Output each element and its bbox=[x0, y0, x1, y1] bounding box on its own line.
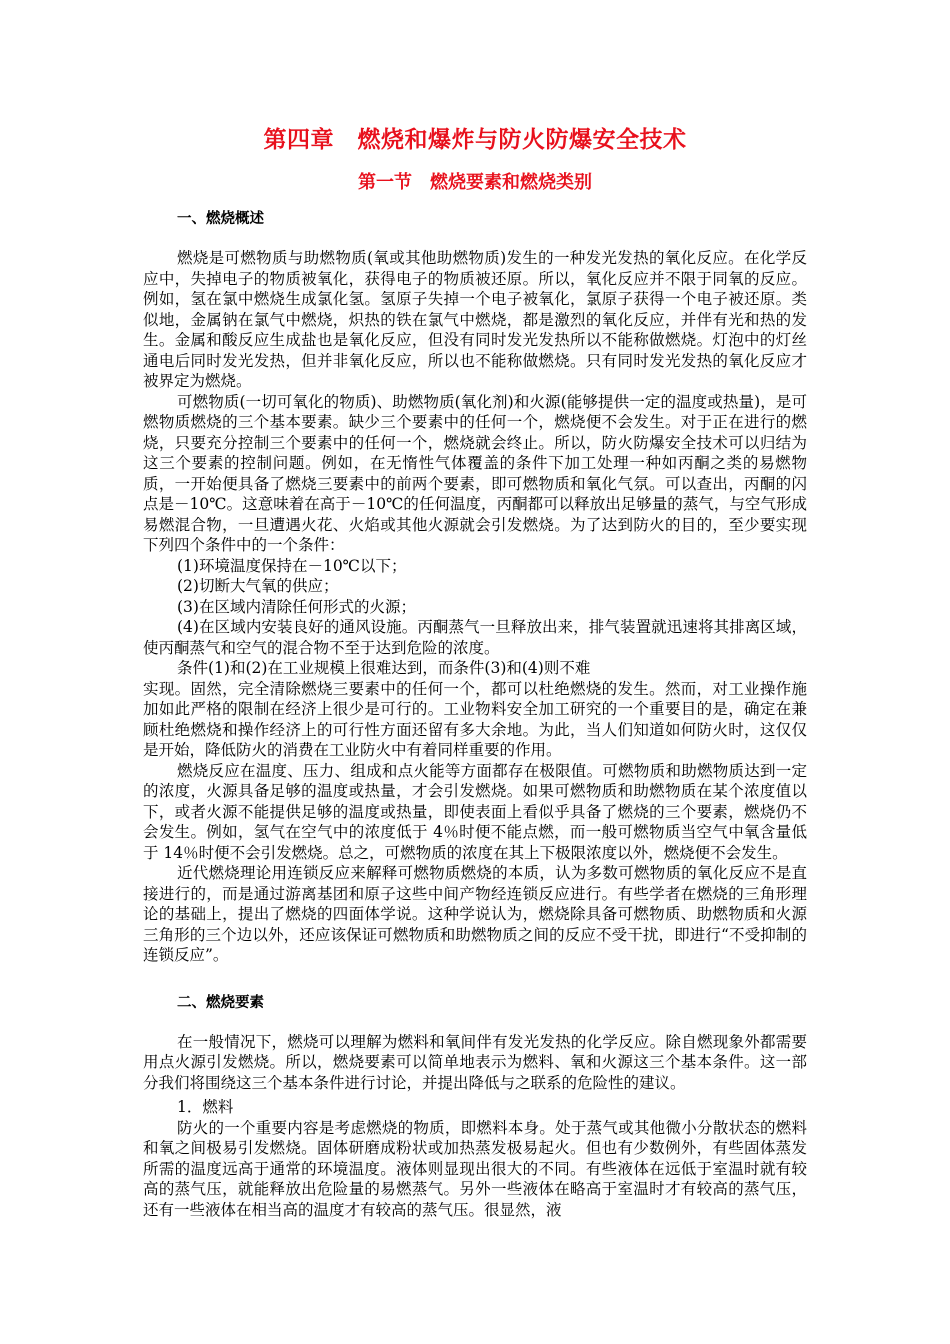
heading-combustion-overview: 一、燃烧概述 bbox=[177, 211, 264, 227]
condition-item: (3)在区域内清除任何形式的火源； bbox=[177, 597, 416, 616]
condition-item: (4)在区域内安装良好的通风设施。丙酮蒸气一旦释放出来，排气装置就迅速将其排离区域，使丙酮蒸气和空气的混合物不至于达到危险的浓度。 bbox=[143, 618, 807, 657]
paragraph: 近代燃烧理论用连锁反应来解释可燃物质燃烧的本质，认为多数可燃物质的氧化反应不是直接进行的，而是通过游离基团和原子这些中间产物经连锁反应进行。有些学者在燃烧的三角形理论的基础上，提出了燃烧的四面体学说。这种学说认为，燃烧除具备可燃物质、助燃物质和火源三角形的三个边以外，还应该保证可燃物质和助燃物质之间的反应不受干扰，即进行“不受抑制的连锁反应”。 bbox=[143, 864, 807, 964]
condition-item: (2)切断大气氧的供应； bbox=[177, 577, 339, 595]
heading-combustion-elements: 二、燃烧要素 bbox=[177, 994, 264, 1011]
paragraph: 燃烧反应在温度、压力、组成和点火能等方面都存在极限值。可燃物质和助燃物质达到一定的浓度，火源具备足够的温度或热量，才会引发燃烧。如果可燃物质和助燃物质在某个浓度值以下，或者火源不能提供足够的温度或热量，即使表面上看似乎具备了燃烧的三个要素，燃烧仍不会发生。例如，氢气在空气中的浓度低于 4％时便不能点燃，而一般可燃物质当空气中氧含量低于 14％时便不会引发燃烧。总之，可燃物质的浓度在其上下极限浓度以外，燃烧便不会发生。 bbox=[143, 761, 807, 862]
paragraph-lead-line: 条件(1)和(2)在工业规模上很难达到，而条件(3)和(4)则不难 bbox=[177, 659, 591, 677]
paragraph: 可燃物质(一切可氧化的物质)、助燃物质(氧化剂)和火源(能够提供一定的温度或热量)，是可燃物质燃烧的三个基本要素。缺少三个要素中的任何一个，燃烧便不会发生。对于正在进行的燃烧，只要充分控制三个要素中的任何一个，燃烧就会终止。所以，防火防爆安全技术可以归结为这三个要素的控制问题。例如，在无惰性气体覆盖的条件下加工处理一种如丙酮之类的易燃物质，一开始便具备了燃烧三要素中的前两个要素，即可燃物质和氧化气氛。可以查出，丙酮的闪点是－10℃。这意味着在高于－10℃的任何温度，丙酮都可以释放出足够量的蒸气，与空气形成易燃混合物，一旦遭遇火花、火焰或其他火源就会引发燃烧。为了达到防火的目的，至少要实现下列四个条件中的一个条件： bbox=[143, 392, 807, 554]
paragraph: 防火的一个重要内容是考虑燃烧的物质，即燃料本身。处于蒸气或其他微小分散状态的燃料和氧之间极易引发燃烧。固体研磨成粉状或加热蒸发极易起火。但也有少数例外，有些固体蒸发所需的温度远高于通常的环境温度。液体则显现出很大的不同。有些液体在远低于室温时就有较高的蒸气压，就能释放出危险量的易燃蒸气。另外一些液体在略高于室温时才有较高的蒸气压，还有一些液体在相当高的温度才有较高的蒸气压。很显然，液 bbox=[143, 1118, 807, 1219]
paragraph-continuation: 实现。固然，完全清除燃烧三要素中的任何一个，都可以杜绝燃烧的发生。然而，对工业操作施加如此严格的限制在经济上很少是可行的。工业物料安全加工研究的一个重要目的是，确定在兼顾杜绝燃烧和操作经济上的可行性方面还留有多大余地。为此，当人们知道如何防火时，这仅仅是开始，降低防火的消费在工业防火中有着同样重要的作用。 bbox=[143, 679, 807, 759]
numbered-heading-fuel: 1．燃料 bbox=[177, 1098, 234, 1116]
paragraph: 在一般情况下，燃烧可以理解为燃料和氧间伴有发光发热的化学反应。除自燃现象外都需要用点火源引发燃烧。所以，燃烧要素可以简单地表示为燃料、氧和火源这三个基本条件。这一部分我们将围绕这三个基本条件进行讨论，并提出降低与之联系的危险性的建议。 bbox=[143, 1032, 807, 1092]
document-page bbox=[143, 118, 807, 1220]
paragraph: 燃烧是可燃物质与助燃物质(氧或其他助燃物质)发生的一种发光发热的氧化反应。在化学反应中，失掉电子的物质被氧化，获得电子的物质被还原。所以，氧化反应并不限于同氧的反应。例如，氢在氯中燃烧生成氯化氢。氢原子失掉一个电子被氧化，氯原子获得一个电子被还原。类似地，金属钠在氯气中燃烧，炽热的铁在氯气中燃烧，都是激烈的氧化反应，并伴有光和热的发生。金属和酸反应生成盐也是氧化反应，但没有同时发光发热所以不能称做燃烧。灯泡中的灯丝通电后同时发光发热，但并非氧化反应，所以也不能称做燃烧。只有同时发光发热的氧化反应才被界定为燃烧。 bbox=[143, 249, 807, 390]
condition-item: (1)环境温度保持在－10℃以下； bbox=[177, 556, 407, 575]
chapter-title: 第四章 燃烧和爆炸与防火防爆安全技术 bbox=[263, 127, 687, 153]
section-title: 第一节 燃烧要素和燃烧类别 bbox=[358, 172, 592, 193]
